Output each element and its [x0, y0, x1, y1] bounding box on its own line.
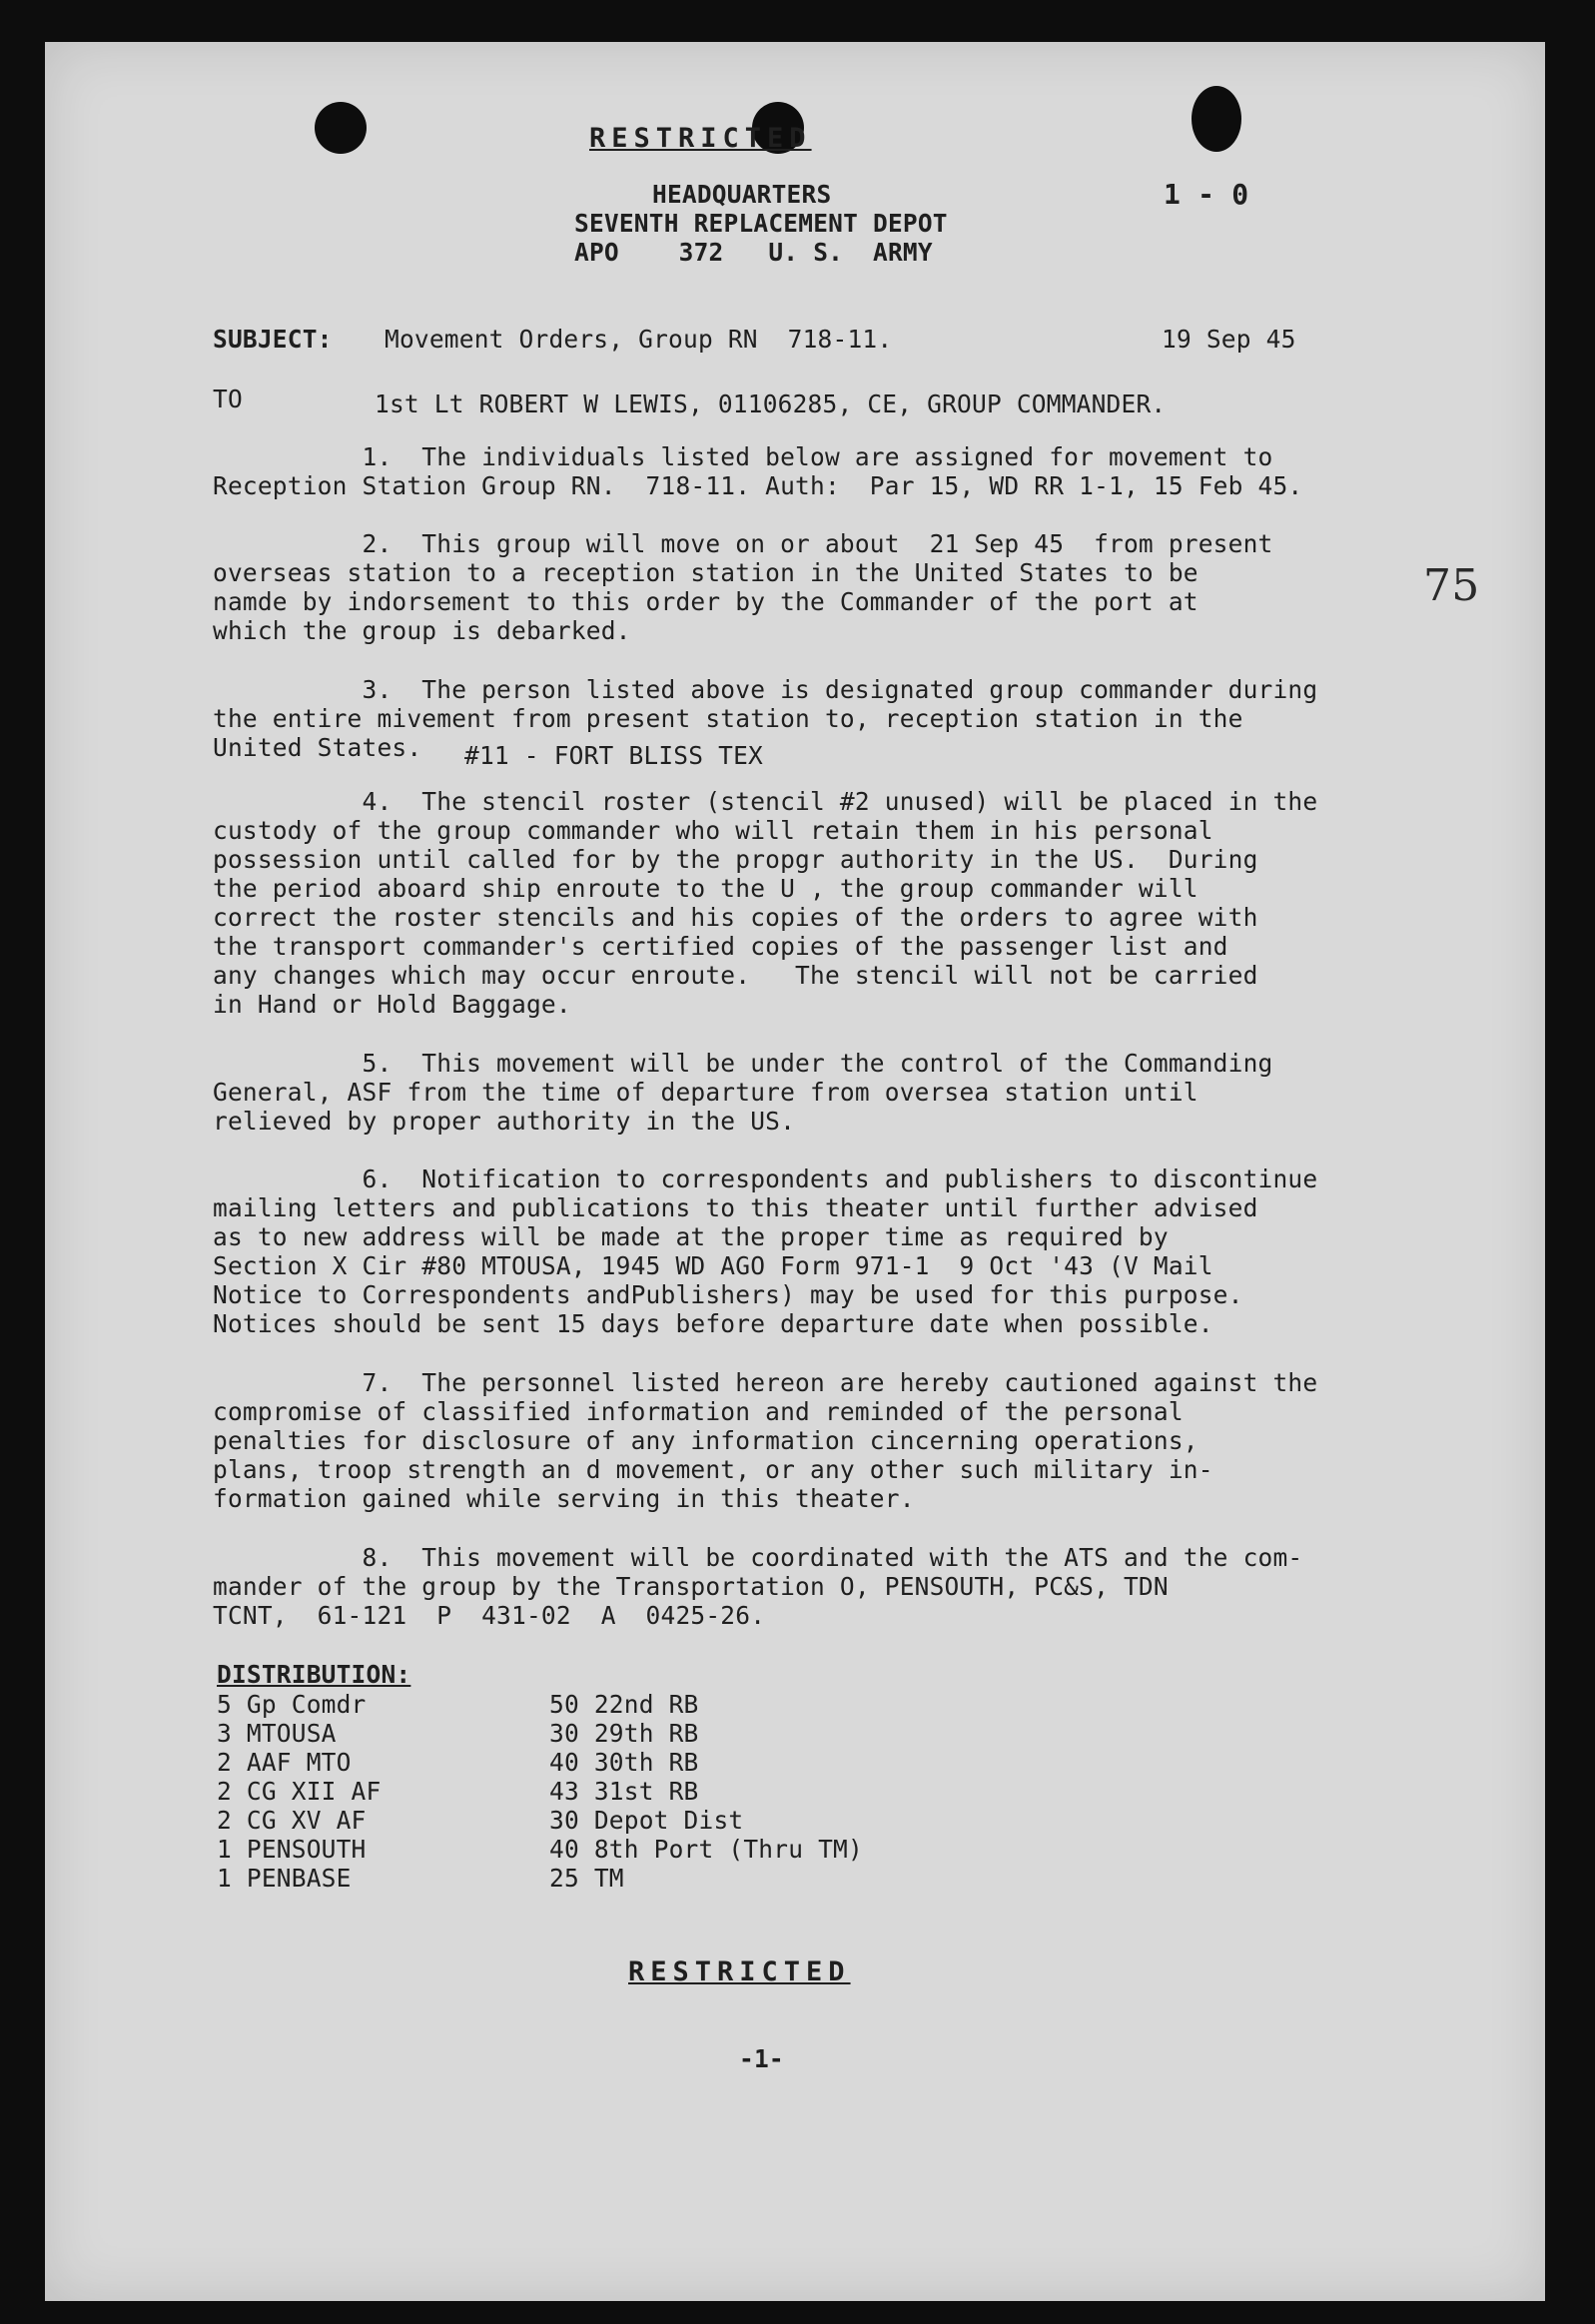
list-item: 25 TM: [549, 1864, 624, 1893]
list-item: 50 22nd RB: [549, 1690, 699, 1719]
list-item: 40 8th Port (Thru TM): [549, 1835, 863, 1864]
list-item: 5 Gp Comdr: [217, 1690, 367, 1719]
header-reference: 1 - 0: [1164, 178, 1249, 211]
margin-number: 75: [1423, 560, 1480, 611]
header-line-3: APO 372 U. S. ARMY: [574, 238, 933, 267]
to-label: TO: [213, 385, 243, 413]
page-number: -1-: [739, 2044, 784, 2073]
header-line-1: HEADQUARTERS: [652, 180, 832, 209]
subject-date: 19 Sep 45: [1162, 325, 1296, 354]
distribution-label: DISTRIBUTION:: [217, 1660, 411, 1689]
list-item: 2 CG XII AF: [217, 1777, 382, 1806]
header-line-2: SEVENTH REPLACEMENT DEPOT: [574, 209, 948, 238]
list-item: 30 Depot Dist: [549, 1806, 744, 1835]
to-text: 1st Lt ROBERT W LEWIS, 01106285, CE, GROUP COMMANDER.: [375, 389, 1167, 418]
punch-hole-left: [315, 102, 367, 154]
list-item: 1 PENBASE: [217, 1864, 352, 1893]
list-item: 40 30th RB: [549, 1748, 699, 1777]
document-page: RESTRICTED HEADQUARTERS SEVENTH REPLACEMENT DEPOT APO 372 U. S. ARMY 1 - 0 75 SUBJECT: Movement Orders, Group RN 718-11. 19 Sep 45 TO 1st Lt ROBERT W LEWIS, 01106285, CE, GROUP COMMANDER. 1. The individuals listed below are assigned for movement to Reception Station Group RN. 718-11. Auth: Par 15, WD RR 1-1, 15 Feb 45. 2. This group will move on or about 21 Sep 45 from present overseas station to a reception station in the United States to be namde by indorsement to this order by the Commander of the port at which the group is debarked. 3. The person listed above is designated group commander during the entire mivement from present station to, reception station in the United States. #11 - FORT BLISS TEX 4. The stencil roster (stencil #2 unused) will be placed in the custody of the group commander who will retain them in his personal possession until called for by the propgr authority in the US. During the period aboard ship enroute to the U , the group commander will correct the roster stencils and his copies of the orders to agree with the transport commander's certified copies of the passenger list and any changes which may occur enroute. The stencil will not be carried in Hand or Hold Baggage. 5. This movement will be under the control of the Commanding General, ASF from the time of departure from oversea station until relieved by proper authority in the US. 6. Notification to correspondents and publishers to discontinue mailing letters and publications to this theater until further advised as to new address will be made at the proper time as required by Section X Cir #80 MTOUSA, 1945 WD AGO Form 971-1 9 Oct '43 (V Mail Notice to Correspondents andPublishers) may be used for this purpose. Notices should be sent 15 days before departure date when possible. 7. The personnel listed hereon are hereby cautioned against the compromise of classified information and reminded of the personal penalties for disclosure of any information cincerning operations, plans, troop strength an d movement, or any other such military in- formation gained while serving in this theater. 8. This movement will be coordinated with the ATS and the com- mander of the group by the Transportation O, PENSOUTH, PC&S, TDN TCNT, 61-121 P 431-02 A 0425-26. DISTRIBUTION: 5 Gp Comdr 3 MTOUSA 2 AAF MTO 2 CG XII AF 2 CG XV AF 1 PENSOUTH 1 PENBASE 50 22nd RB 30 29th RB 40 30th RB 43 31st RB 30 Depot Dist 40 8th Port (Thru TM) 25 TM RESTRICTED -1-: [45, 42, 1545, 2301]
list-item: 2 AAF MTO: [217, 1748, 352, 1777]
list-item: 43 31st RB: [549, 1777, 699, 1806]
subject-text: Movement Orders, Group RN 718-11.: [385, 325, 893, 354]
classification-top: RESTRICTED: [589, 123, 812, 154]
list-item: 1 PENSOUTH: [217, 1835, 367, 1864]
classification-bottom: RESTRICTED: [628, 1956, 851, 1987]
punch-hole-right: [1192, 86, 1241, 152]
subject-label: SUBJECT:: [213, 325, 333, 354]
list-item: 30 29th RB: [549, 1719, 699, 1748]
list-item: 2 CG XV AF: [217, 1806, 367, 1835]
destination: #11 - FORT BLISS TEX: [464, 741, 764, 770]
list-item: 3 MTOUSA: [217, 1719, 337, 1748]
